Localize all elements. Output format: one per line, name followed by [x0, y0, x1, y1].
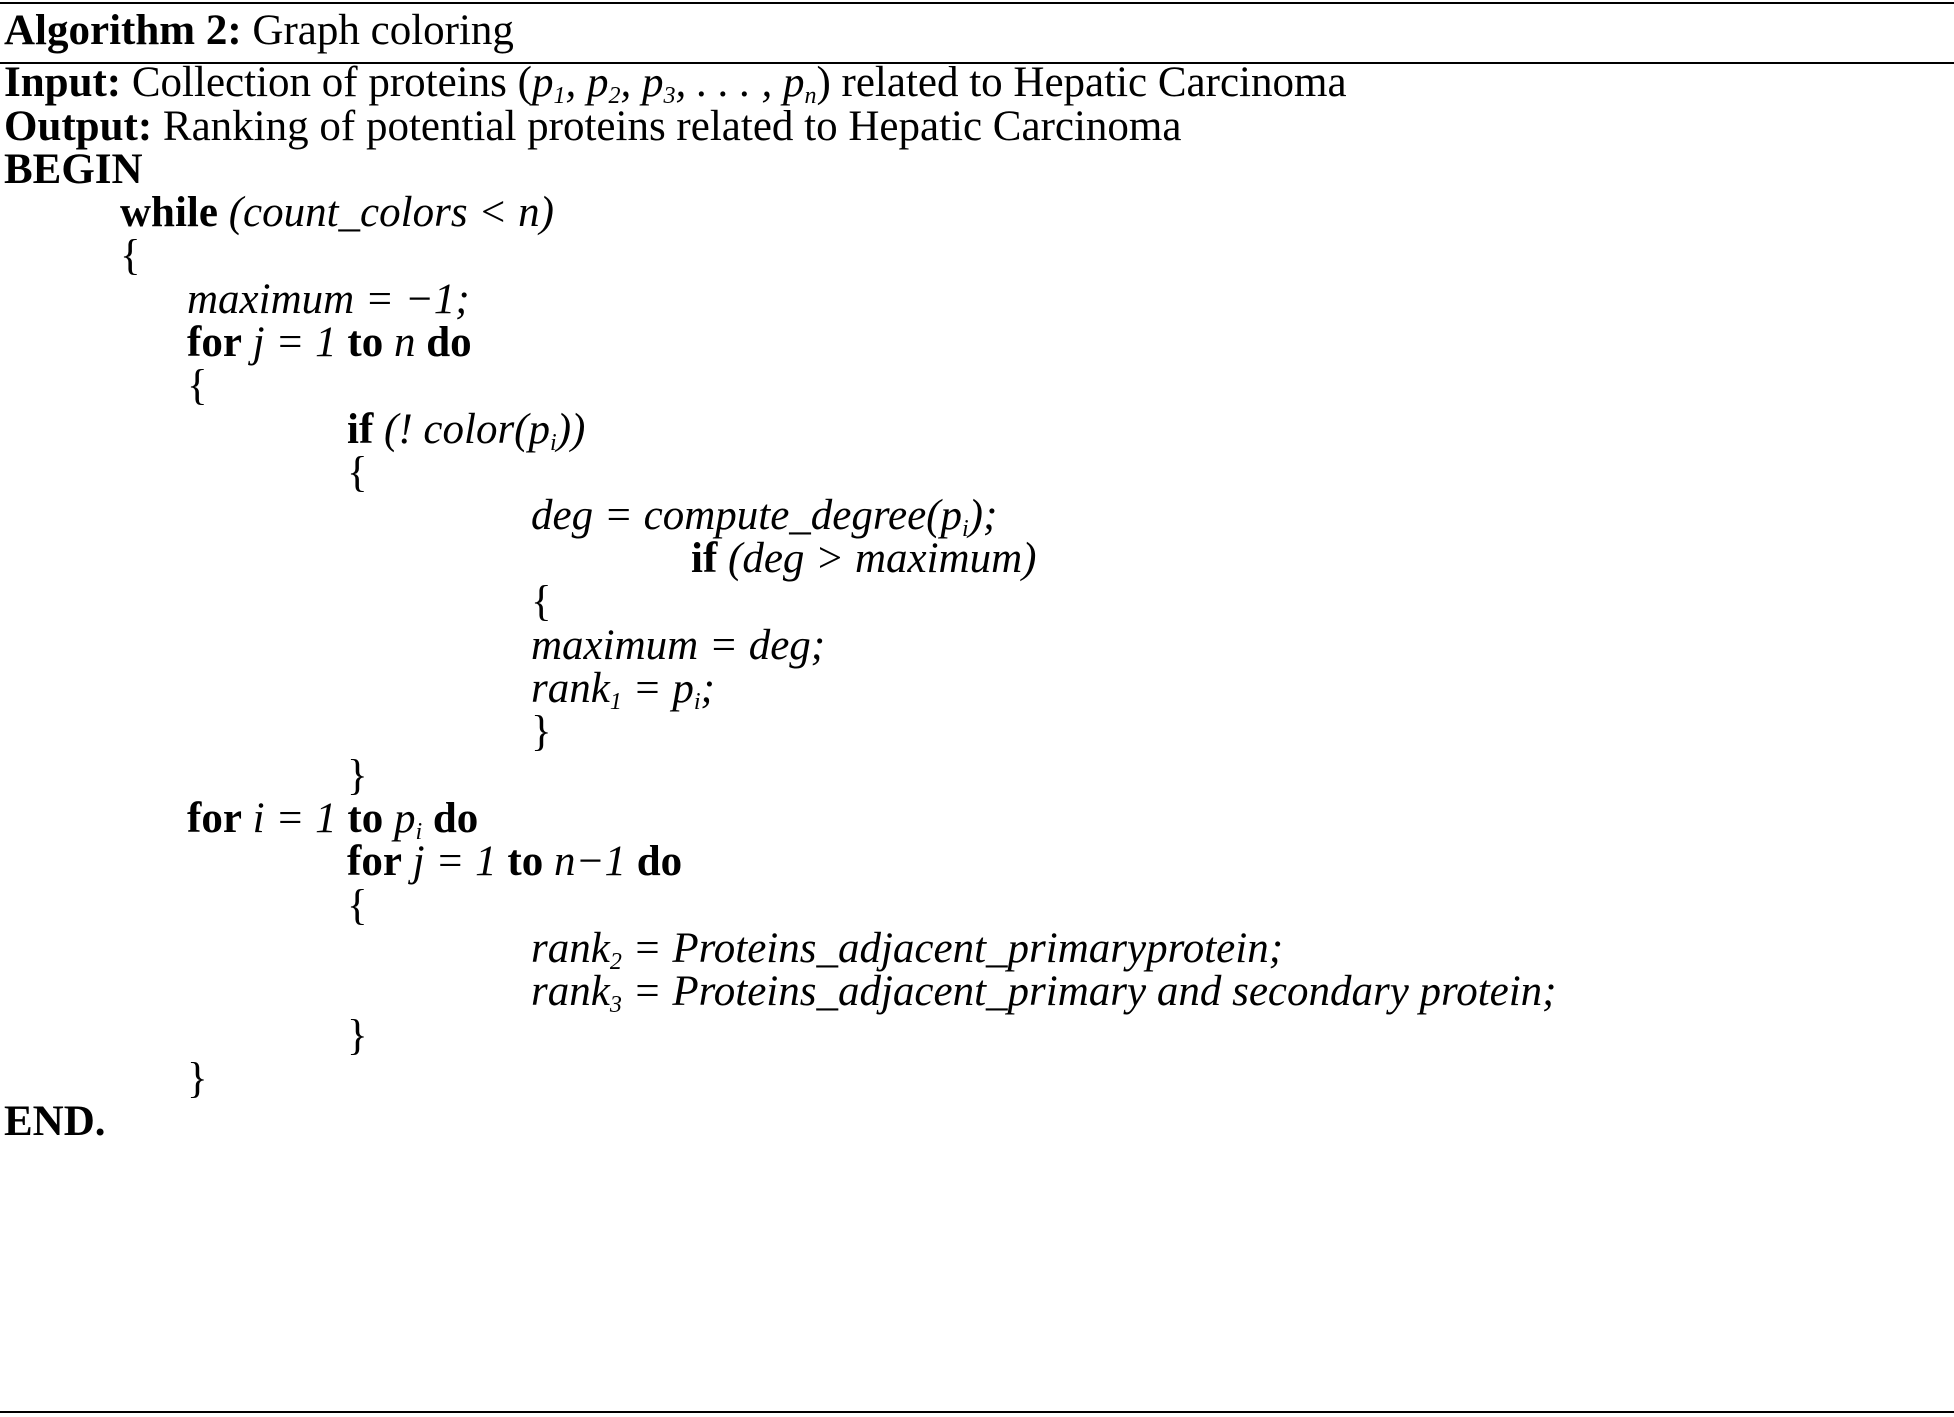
output-line: Output: Ranking of potential proteins related to Hepatic Carcinoma [4, 103, 1182, 150]
input-line: Input: Collection of proteins ($p_1$, $p_2$, $p_3$, . . . , $p_n$) related to Hepatic Carcinoma [4, 59, 1347, 109]
for-j-open-brace: { [187, 362, 208, 409]
for-j2-close-brace: } [347, 1012, 368, 1059]
max-init-line: maximum = −1; [187, 276, 470, 323]
rank2-line: rank$_2$ = Proteins_adjacent_primaryprotein; [531, 925, 1284, 975]
if-deg-close-brace: } [531, 708, 552, 755]
if-deg-open-brace: { [531, 578, 552, 625]
for-j2-open-brace: { [347, 882, 368, 929]
max-assign-line: maximum = deg; [531, 622, 826, 669]
deg-compute-line: deg = $compute\_degree(p_i)$; [531, 492, 998, 542]
while-line: while (count_colors < n) [120, 189, 554, 236]
algorithm-name: Graph coloring [252, 7, 514, 54]
if-color-line: if (! $color(p_i)$) [347, 406, 586, 456]
if-color-close-brace: } [347, 752, 368, 799]
if-color-open-brace: { [347, 449, 368, 496]
top-rule [0, 2, 1954, 4]
for-j2-line: for j = 1 to n−1 do [347, 838, 683, 885]
algorithm-title [4, 5, 514, 57]
rank3-line: rank$_3$ = Proteins_adjacent_primary and secondary protein; [531, 968, 1557, 1018]
for-j-line: for j = 1 to n do [187, 319, 472, 366]
while-close-brace: } [187, 1055, 208, 1102]
begin-keyword: BEGIN [4, 146, 143, 193]
if-deg-line: if (deg > maximum) [691, 535, 1037, 582]
bottom-rule [0, 1411, 1954, 1413]
algorithm-label: Algorithm 2: [4, 7, 242, 54]
for-i-line: for i = 1 to $p_i$ do [187, 795, 479, 845]
rank1-line: rank$_1$ = $p_i$; [531, 665, 715, 715]
end-keyword: END. [4, 1098, 106, 1145]
while-open-brace: { [120, 232, 141, 279]
